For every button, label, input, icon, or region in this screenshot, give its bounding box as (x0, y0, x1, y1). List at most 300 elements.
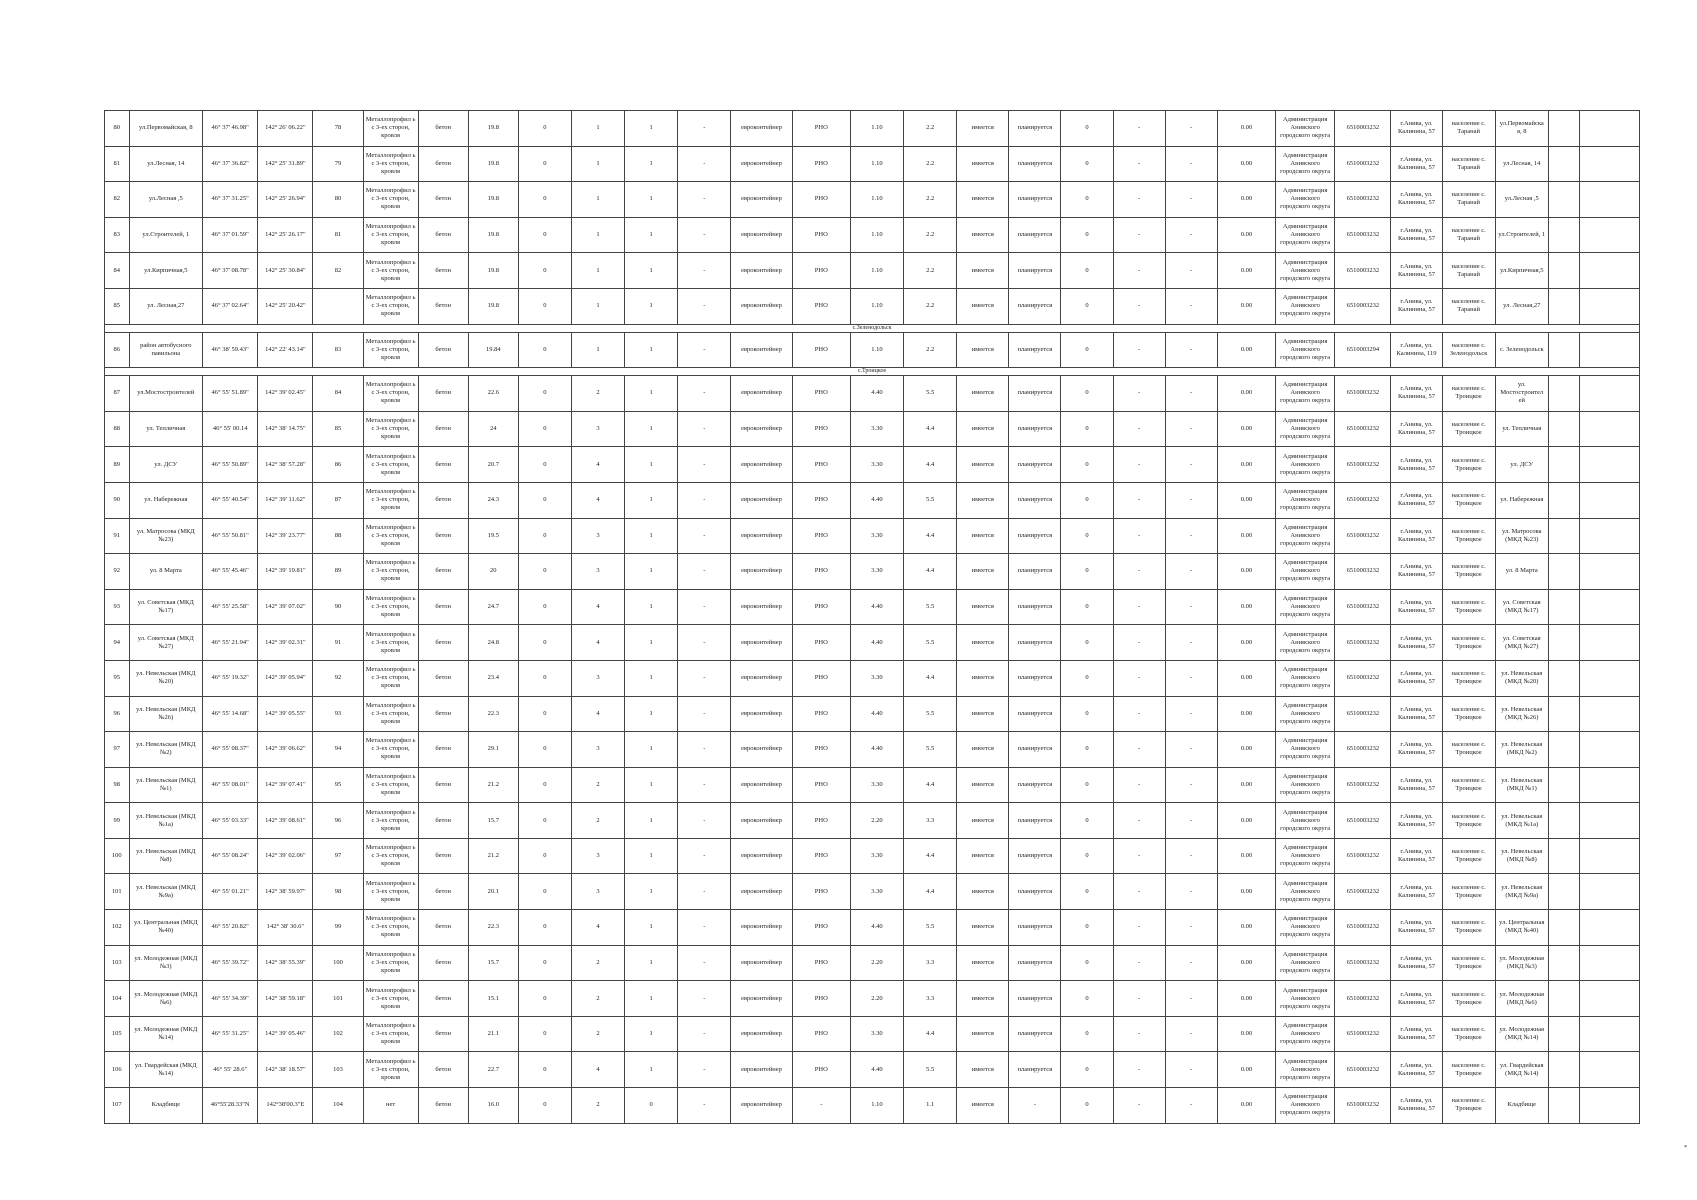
table-cell: 92 (313, 660, 363, 696)
table-cell: 1.10 (850, 146, 903, 182)
table-cell: Администрация Анивского городского округа (1276, 874, 1335, 910)
table-cell: 4.40 (850, 376, 903, 412)
table-cell: 82 (313, 253, 363, 289)
table-cell: евроконтейнер (731, 253, 792, 289)
table-cell (1548, 376, 1579, 412)
table-row (105, 732, 1640, 768)
table-cell: имеется (957, 376, 1009, 412)
table-cell: 0.00 (1217, 910, 1275, 946)
table-cell: - (1165, 838, 1217, 874)
table-cell: 6510003232 (1335, 625, 1391, 661)
table-cell: бетон (418, 1088, 468, 1124)
table-cell: - (678, 376, 731, 412)
table-cell: бетон (418, 182, 468, 218)
table-cell: Кладбище (129, 1088, 203, 1124)
table-cell: 20.7 (468, 447, 518, 483)
table-cell: имеется (957, 217, 1009, 253)
table-cell: ул. Центральная (МКД №40) (1495, 910, 1548, 946)
table-cell: 0 (1061, 660, 1113, 696)
table-cell: 142° 39' 23.77" (258, 518, 313, 554)
table-cell: 6510003232 (1335, 146, 1391, 182)
table-cell: - (678, 1052, 731, 1088)
table-cell: ул. 8 Марта (129, 554, 203, 590)
table-cell: 46° 55' 51.89" (203, 376, 258, 412)
table-cell: 89 (313, 554, 363, 590)
table-cell (1579, 838, 1640, 874)
table-cell: бетон (418, 482, 468, 518)
table-cell: 6510003232 (1335, 803, 1391, 839)
table-cell: - (1165, 660, 1217, 696)
table-cell: г.Анива, ул. Калинина, 57 (1391, 146, 1442, 182)
table-cell: 90 (313, 589, 363, 625)
table-cell: 1 (571, 217, 624, 253)
table-cell: 24.8 (468, 625, 518, 661)
table-cell: 103 (105, 945, 130, 981)
table-cell: 0.00 (1217, 874, 1275, 910)
table-cell: 0 (1061, 482, 1113, 518)
table-cell: население с. Таранай (1442, 146, 1495, 182)
table-cell (1548, 660, 1579, 696)
table-cell: 94 (105, 625, 130, 661)
table-cell: ул. Невельская (МКД №8) (1495, 838, 1548, 874)
table-cell: Металлопрофил ь с 3-ех сторон, кровля (363, 767, 418, 803)
table-cell: - (1113, 767, 1165, 803)
table-cell: 82 (105, 182, 130, 218)
table-cell: 0 (1061, 376, 1113, 412)
table-cell: население с. Таранай (1442, 182, 1495, 218)
table-cell (1548, 1052, 1579, 1088)
table-cell: население с. Троицкое (1442, 1016, 1495, 1052)
table-cell: Администрация Анивского городского округа (1276, 482, 1335, 518)
table-cell: 142° 22' 43.14" (258, 332, 313, 368)
table-cell: 0 (518, 1088, 571, 1124)
table-cell: бетон (418, 447, 468, 483)
table-cell: 3.30 (850, 447, 903, 483)
table-cell: 1 (625, 696, 678, 732)
table-cell (1579, 1016, 1640, 1052)
table-cell: 0 (518, 146, 571, 182)
table-cell: евроконтейнер (731, 696, 792, 732)
table-cell: ул. Невельская (МКД №1) (129, 767, 203, 803)
table-cell: 0.00 (1217, 376, 1275, 412)
table-cell: 90 (105, 482, 130, 518)
table-cell: 2 (571, 376, 624, 412)
table-cell: - (1165, 981, 1217, 1017)
table-cell: планируется (1009, 447, 1061, 483)
table-cell: 2.2 (904, 146, 957, 182)
table-cell: евроконтейнер (731, 376, 792, 412)
table-cell: 3.3 (904, 945, 957, 981)
table-cell: имеется (957, 910, 1009, 946)
table-cell: 46° 38' 59.43" (203, 332, 258, 368)
table-cell: ул. Невельская (МКД №2) (129, 732, 203, 768)
table-cell: 19.84 (468, 332, 518, 368)
table-cell: 22.3 (468, 910, 518, 946)
table-cell (1548, 111, 1579, 147)
table-cell: 103 (313, 1052, 363, 1088)
table-cell: 5.5 (904, 589, 957, 625)
table-cell: евроконтейнер (731, 945, 792, 981)
table-cell: Металлопрофил ь с 3-ех сторон, кровля (363, 411, 418, 447)
table-cell: имеется (957, 803, 1009, 839)
table-cell: Администрация Анивского городского округа (1276, 767, 1335, 803)
table-cell: 6510003232 (1335, 411, 1391, 447)
table-cell: евроконтейнер (731, 838, 792, 874)
table-cell: ул. Тепличная (129, 411, 203, 447)
table-row (105, 660, 1640, 696)
table-cell: 3.30 (850, 874, 903, 910)
table-cell: 2 (571, 945, 624, 981)
table-cell: - (1165, 554, 1217, 590)
table-cell: 1 (625, 625, 678, 661)
table-row (105, 696, 1640, 732)
table-cell: с. Зеленодольск (1495, 332, 1548, 368)
table-cell: 98 (105, 767, 130, 803)
table-cell: 0 (1061, 253, 1113, 289)
table-cell: Металлопрофил ь с 3-ех сторон, кровля (363, 803, 418, 839)
table-cell: 0 (518, 838, 571, 874)
table-cell: - (1165, 253, 1217, 289)
table-cell: 0 (1061, 1016, 1113, 1052)
table-cell: - (1113, 111, 1165, 147)
table-cell: 1 (625, 874, 678, 910)
table-cell: евроконтейнер (731, 332, 792, 368)
table-cell: население с. Троицкое (1442, 874, 1495, 910)
table-cell: 4 (571, 447, 624, 483)
table-cell: ул. Лесная,27 (1495, 288, 1548, 324)
table-cell: 46° 55' 50.89" (203, 447, 258, 483)
table-cell: 6510003232 (1335, 447, 1391, 483)
table-cell: 3 (571, 518, 624, 554)
table-cell: 142° 39' 11.62" (258, 482, 313, 518)
table-cell: Администрация Анивского городского округа (1276, 518, 1335, 554)
table-cell: 0 (518, 696, 571, 732)
table-row (105, 447, 1640, 483)
table-cell: ул.Лесная, 14 (129, 146, 203, 182)
table-cell: 4.40 (850, 696, 903, 732)
table-cell: ул. Молодежная (МКД №3) (129, 945, 203, 981)
table-cell: имеется (957, 767, 1009, 803)
table-cell: евроконтейнер (731, 146, 792, 182)
table-cell: г.Анива, ул. Калинина, 57 (1391, 838, 1442, 874)
table-cell: 46° 55' 34.39" (203, 981, 258, 1017)
table-cell: - (1113, 182, 1165, 218)
table-cell: 46° 55' 00.14 (203, 411, 258, 447)
table-cell: 0 (1061, 1088, 1113, 1124)
table-cell: - (678, 874, 731, 910)
table-cell: 78 (313, 111, 363, 147)
table-cell: ул.Строителей, 1 (1495, 217, 1548, 253)
table-cell: евроконтейнер (731, 288, 792, 324)
table-cell (1579, 1052, 1640, 1088)
table-cell: планируется (1009, 376, 1061, 412)
table-cell: 46° 55' 25.58" (203, 589, 258, 625)
table-cell: 0 (1061, 411, 1113, 447)
table-cell: планируется (1009, 981, 1061, 1017)
table-cell: 6510003232 (1335, 518, 1391, 554)
table-cell: ул. Молодежная (МКД №14) (1495, 1016, 1548, 1052)
table-cell: имеется (957, 981, 1009, 1017)
table-cell: 6510003232 (1335, 1016, 1391, 1052)
table-cell: 6510003232 (1335, 1088, 1391, 1124)
table-cell: 6510003232 (1335, 253, 1391, 289)
table-cell: 91 (313, 625, 363, 661)
table-cell: 4 (571, 1052, 624, 1088)
table-cell: 46° 55' 08.01" (203, 767, 258, 803)
table-cell: - (1113, 482, 1165, 518)
table-cell: имеется (957, 182, 1009, 218)
table-cell: - (678, 146, 731, 182)
table-cell: Металлопрофил ь с 3-ех сторон, кровля (363, 482, 418, 518)
table-cell: Металлопрофил ь с 3-ех сторон, кровля (363, 447, 418, 483)
locality-header-row (105, 324, 1640, 332)
table-cell: - (1165, 217, 1217, 253)
table-cell: 87 (313, 482, 363, 518)
table-cell: 0 (518, 182, 571, 218)
table-cell: - (1165, 1016, 1217, 1052)
table-cell: имеется (957, 288, 1009, 324)
table-cell: 93 (105, 589, 130, 625)
table-cell: 1.10 (850, 253, 903, 289)
table-cell: 2 (571, 981, 624, 1017)
table-cell: 0 (1061, 874, 1113, 910)
table-cell: 20 (468, 554, 518, 590)
table-cell (1548, 767, 1579, 803)
table-cell: 142° 38' 57.28" (258, 447, 313, 483)
table-cell: имеется (957, 625, 1009, 661)
table-cell: 4.40 (850, 732, 903, 768)
table-cell: Металлопрофил ь с 3-ех сторон, кровля (363, 660, 418, 696)
table-cell: Металлопрофил ь с 3-ех сторон, кровля (363, 146, 418, 182)
table-cell: ул. Молодежная (МКД №6) (129, 981, 203, 1017)
table-cell: 1 (625, 660, 678, 696)
table-cell: 0 (518, 518, 571, 554)
table-cell: - (1113, 1052, 1165, 1088)
table-cell: - (1113, 1088, 1165, 1124)
table-row (105, 376, 1640, 412)
table-cell: Кладбище (1495, 1088, 1548, 1124)
table-cell: 4.40 (850, 625, 903, 661)
table-cell: 80 (313, 182, 363, 218)
table-cell: - (1165, 589, 1217, 625)
table-cell: РНО (792, 288, 850, 324)
table-cell: Администрация Анивского городского округа (1276, 1016, 1335, 1052)
table-cell (1579, 767, 1640, 803)
table-cell: бетон (418, 554, 468, 590)
table-cell (1579, 874, 1640, 910)
table-row (105, 554, 1640, 590)
table-cell: 3 (571, 660, 624, 696)
table-cell: - (678, 1088, 731, 1124)
table-cell: население с. Троицкое (1442, 376, 1495, 412)
table-cell (1548, 589, 1579, 625)
table-cell: 3 (571, 554, 624, 590)
table-cell: г.Анива, ул. Калинина, 57 (1391, 767, 1442, 803)
table-cell: 5.5 (904, 1052, 957, 1088)
table-cell: 1 (625, 1052, 678, 1088)
table-cell: 3.30 (850, 518, 903, 554)
table-cell: ул. Советская (МКД №17) (129, 589, 203, 625)
table-cell: евроконтейнер (731, 518, 792, 554)
table-cell: 46° 55' 31.25" (203, 1016, 258, 1052)
table-cell: 0 (518, 589, 571, 625)
table-cell: г.Анива, ул. Калинина, 57 (1391, 447, 1442, 483)
table-cell: 87 (105, 376, 130, 412)
table-cell: 46° 55' 28.6" (203, 1052, 258, 1088)
table-cell: 2.2 (904, 217, 957, 253)
table-cell: 0 (518, 1052, 571, 1088)
table-cell: 0.00 (1217, 111, 1275, 147)
table-cell: 0 (1061, 146, 1113, 182)
locality-name: с.Троицкое (105, 368, 1640, 376)
table-cell: 0 (1061, 767, 1113, 803)
table-cell: 1 (625, 482, 678, 518)
table-cell: РНО (792, 945, 850, 981)
table-cell: 1 (625, 146, 678, 182)
table-cell (1548, 910, 1579, 946)
table-cell: бетон (418, 945, 468, 981)
table-cell: Администрация Анивского городского округа (1276, 217, 1335, 253)
table-cell: 97 (105, 732, 130, 768)
table-cell: 6510003232 (1335, 111, 1391, 147)
table-cell: евроконтейнер (731, 182, 792, 218)
table-cell: Администрация Анивского городского округа (1276, 696, 1335, 732)
table-cell: 0 (1061, 554, 1113, 590)
table-cell: - (1165, 1052, 1217, 1088)
table-cell: население с. Троицкое (1442, 981, 1495, 1017)
table-cell: имеется (957, 482, 1009, 518)
table-cell: - (1113, 518, 1165, 554)
table-cell: г.Анива, ул. Калинина, 57 (1391, 945, 1442, 981)
table-cell: - (678, 288, 731, 324)
table-cell: население с. Зеленодольск (1442, 332, 1495, 368)
table-cell: 106 (105, 1052, 130, 1088)
table-cell: население с. Таранай (1442, 288, 1495, 324)
table-cell: планируется (1009, 910, 1061, 946)
table-cell: население с. Троицкое (1442, 518, 1495, 554)
table-cell: 142° 25' 26.94" (258, 182, 313, 218)
table-cell: 142° 39' 05.46" (258, 1016, 313, 1052)
table-cell (1548, 981, 1579, 1017)
table-cell: ул. ДСУ (1495, 447, 1548, 483)
table-cell: 0 (1061, 625, 1113, 661)
table-cell (1548, 518, 1579, 554)
table-cell: 22.6 (468, 376, 518, 412)
table-cell: Металлопрофил ь с 3-ех сторон, кровля (363, 182, 418, 218)
table-cell: планируется (1009, 874, 1061, 910)
table-cell: население с. Троицкое (1442, 767, 1495, 803)
table-cell: 1 (625, 288, 678, 324)
table-cell: население с. Таранай (1442, 253, 1495, 289)
table-cell: 3.30 (850, 554, 903, 590)
table-cell: 0.00 (1217, 625, 1275, 661)
table-cell: - (1165, 146, 1217, 182)
table-cell: г.Анива, ул. Калинина, 57 (1391, 910, 1442, 946)
table-cell: 3 (571, 838, 624, 874)
table-cell: 83 (313, 332, 363, 368)
table-cell: планируется (1009, 332, 1061, 368)
table-cell: бетон (418, 376, 468, 412)
table-cell: Металлопрофил ь с 3-ех сторон, кровля (363, 332, 418, 368)
table-cell: Администрация Анивского городского округа (1276, 288, 1335, 324)
table-cell: 46° 55' 20.82" (203, 910, 258, 946)
table-cell: 83 (105, 217, 130, 253)
table-cell: 1 (625, 518, 678, 554)
table-cell: - (678, 554, 731, 590)
table-cell: - (1165, 803, 1217, 839)
table-row (105, 767, 1640, 803)
table-cell: - (1113, 696, 1165, 732)
table-cell: 6510003232 (1335, 910, 1391, 946)
table-cell: 95 (105, 660, 130, 696)
table-cell: - (1165, 332, 1217, 368)
table-cell: 0.00 (1217, 447, 1275, 483)
table-cell (1548, 411, 1579, 447)
table-cell: 2 (571, 1016, 624, 1052)
table-cell: 142° 25' 31.89" (258, 146, 313, 182)
table-row (105, 589, 1640, 625)
table-cell: бетон (418, 589, 468, 625)
table-cell: имеется (957, 732, 1009, 768)
table-cell: 19.8 (468, 253, 518, 289)
table-cell: РНО (792, 253, 850, 289)
table-cell: 4 (571, 589, 624, 625)
table-cell: 142° 39' 07.41" (258, 767, 313, 803)
table-cell: 6510003232 (1335, 732, 1391, 768)
table-cell: 0 (518, 332, 571, 368)
table-cell: 0 (518, 803, 571, 839)
table-cell: 142° 38' 55.39" (258, 945, 313, 981)
table-cell: бетон (418, 696, 468, 732)
table-cell: ул. Молодежная (МКД №14) (129, 1016, 203, 1052)
table-cell: 97 (313, 838, 363, 874)
table-cell: - (1113, 945, 1165, 981)
table-cell: 0.00 (1217, 732, 1275, 768)
table-cell: - (678, 910, 731, 946)
table-cell: 142° 39' 05.55" (258, 696, 313, 732)
table-cell: Металлопрофил ь с 3-ех сторон, кровля (363, 518, 418, 554)
table-cell: планируется (1009, 518, 1061, 554)
table-cell: бетон (418, 803, 468, 839)
table-cell: г.Анива, ул. Калинина, 57 (1391, 111, 1442, 147)
table-row (105, 288, 1640, 324)
table-cell: Металлопрофил ь с 3-ех сторон, кровля (363, 554, 418, 590)
table-cell: г.Анива, ул. Калинина, 57 (1391, 482, 1442, 518)
table-cell: - (792, 1088, 850, 1124)
table-cell: планируется (1009, 838, 1061, 874)
table-cell: Металлопрофил ь с 3-ех сторон, кровля (363, 1052, 418, 1088)
table-cell: 0.00 (1217, 945, 1275, 981)
table-cell: 0 (1061, 838, 1113, 874)
table-cell: РНО (792, 182, 850, 218)
table-cell: планируется (1009, 288, 1061, 324)
table-cell: евроконтейнер (731, 625, 792, 661)
table-cell: Администрация Анивского городского округа (1276, 803, 1335, 839)
table-cell: планируется (1009, 803, 1061, 839)
table-cell: ул. Невельская (МКД №26) (1495, 696, 1548, 732)
table-cell: евроконтейнер (731, 1088, 792, 1124)
table-cell: 1.10 (850, 332, 903, 368)
table-cell (1548, 554, 1579, 590)
table-cell: - (678, 696, 731, 732)
table-cell: - (678, 945, 731, 981)
table-cell: 15.1 (468, 981, 518, 1017)
table-cell: 142° 38' 14.75" (258, 411, 313, 447)
table-cell: Администрация Анивского городского округа (1276, 111, 1335, 147)
table-cell: РНО (792, 767, 850, 803)
table-row (105, 482, 1640, 518)
table-cell: 1 (625, 981, 678, 1017)
